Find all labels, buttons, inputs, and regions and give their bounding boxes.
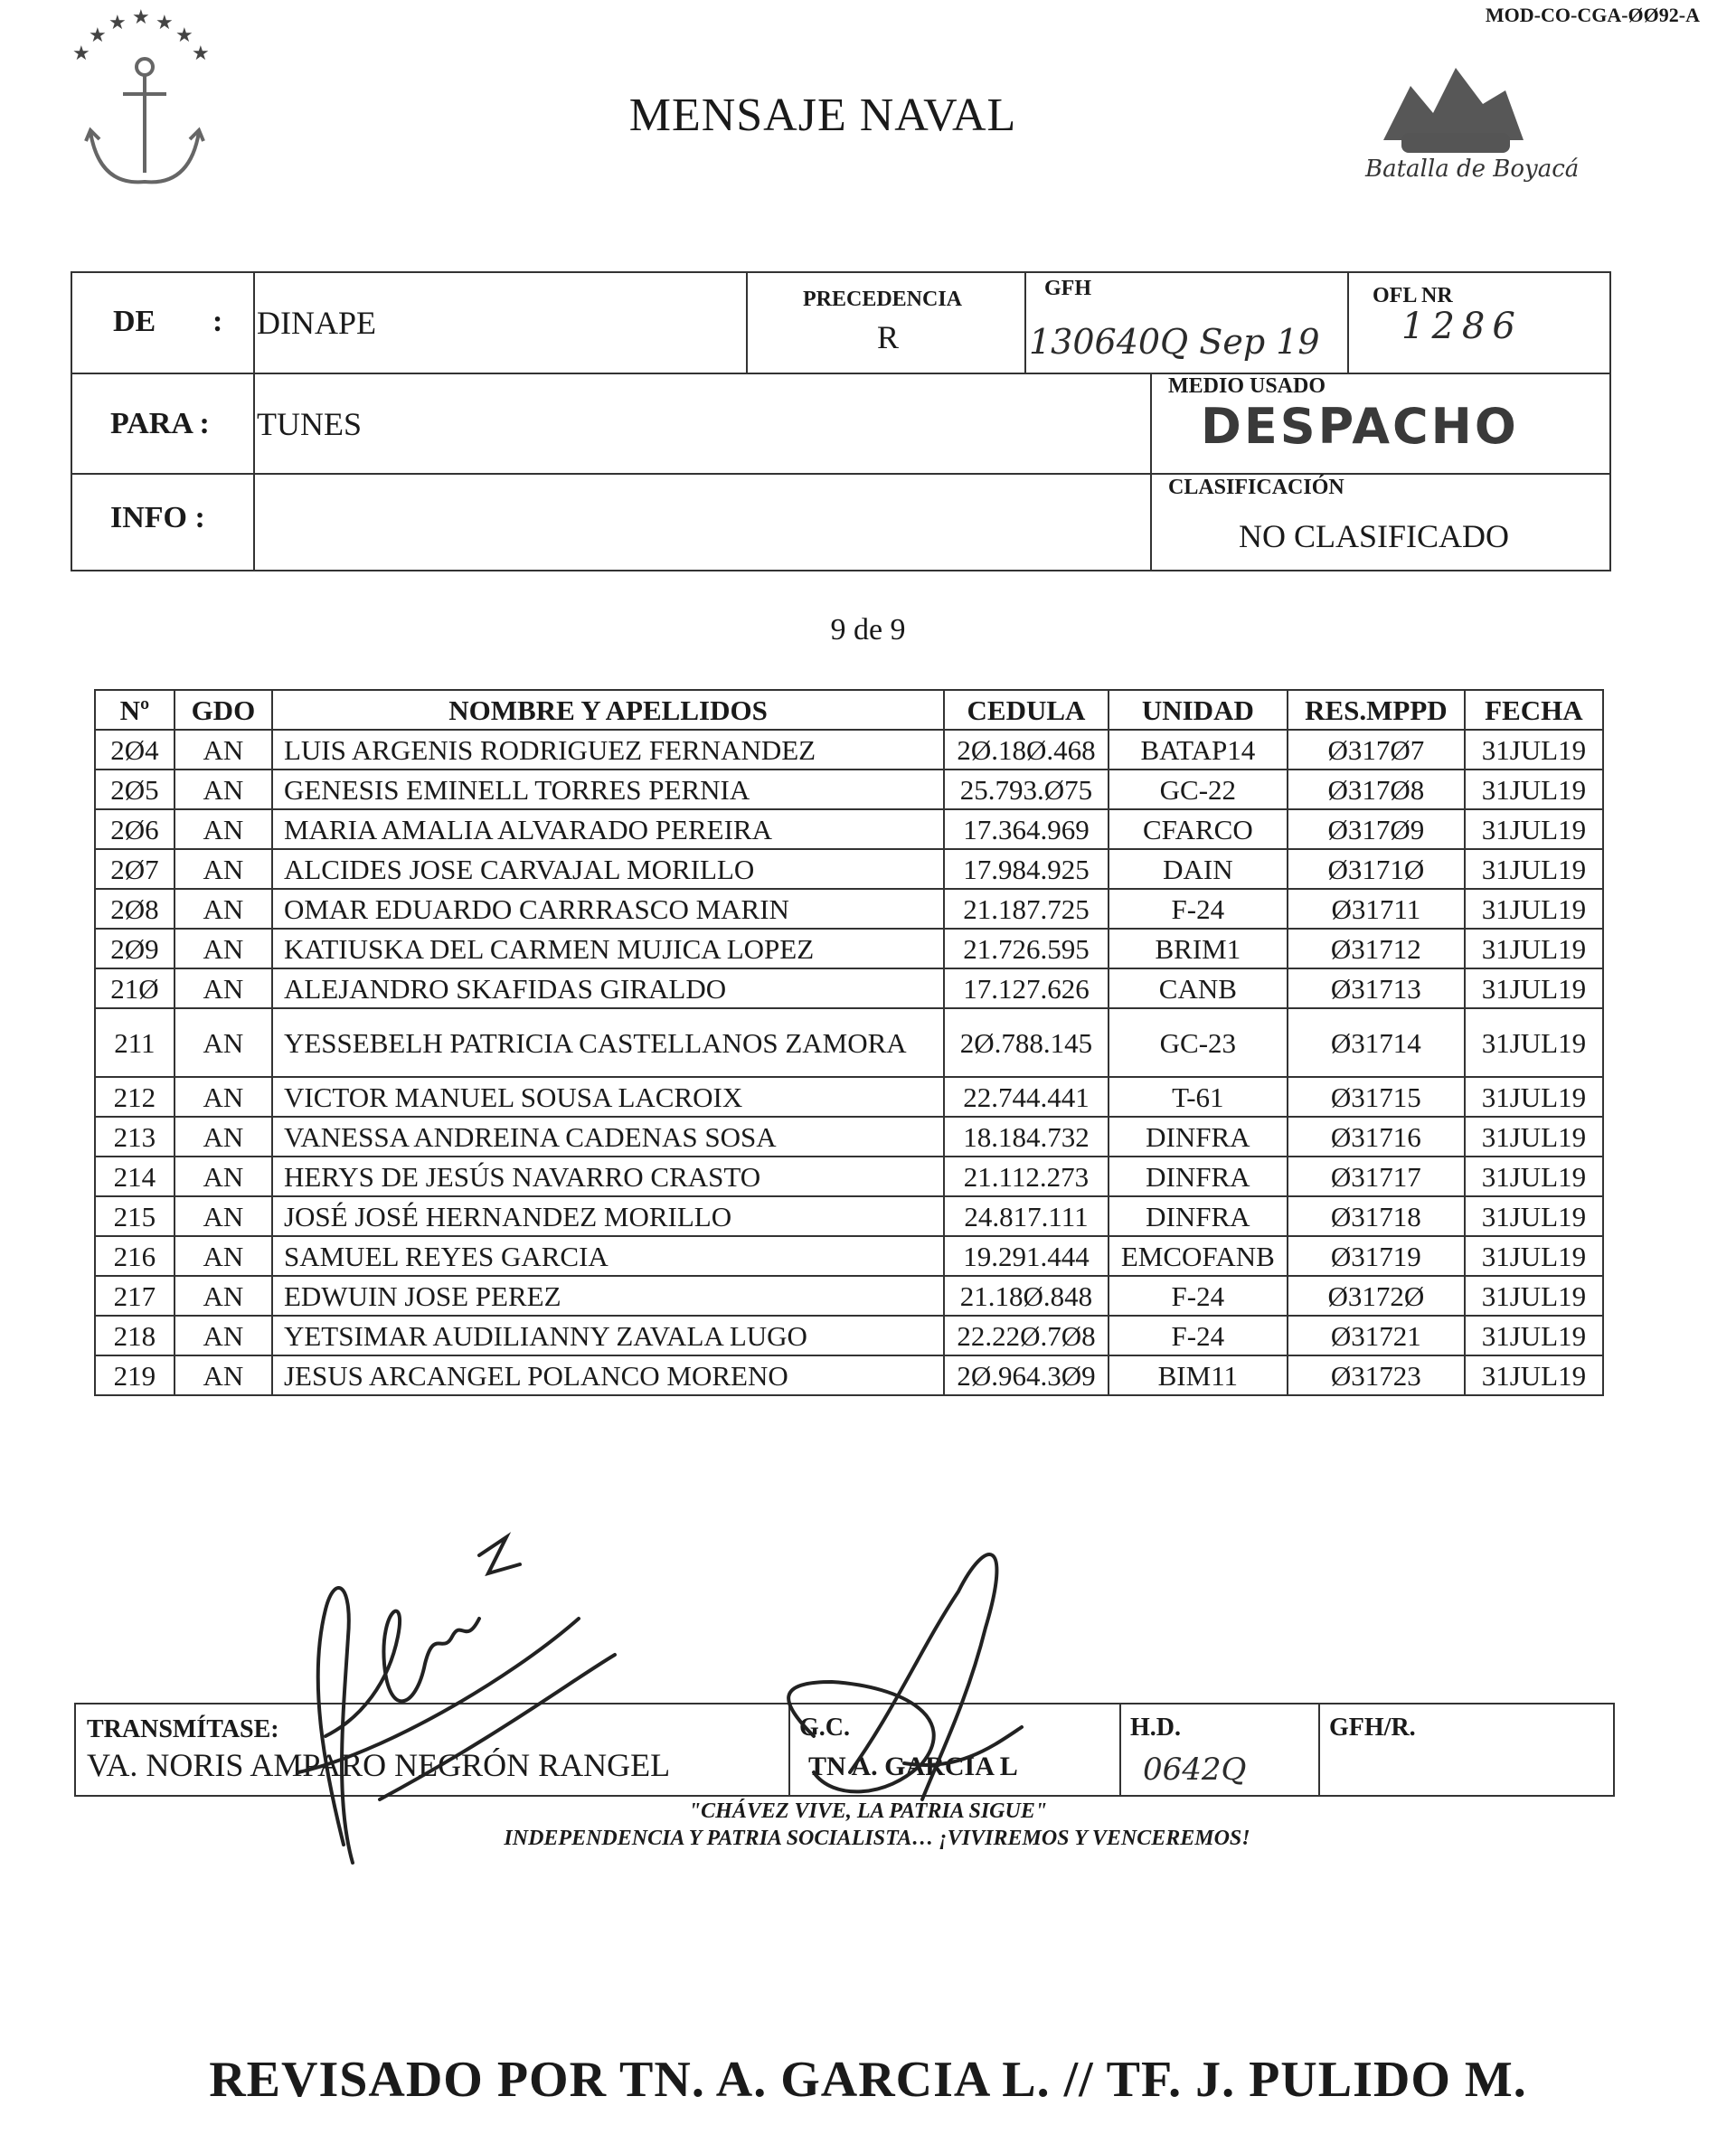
cell-cedula: 2Ø.788.145 — [944, 1008, 1109, 1077]
cell-resolution: Ø3172Ø — [1288, 1276, 1465, 1316]
cell-fecha: 31JUL19 — [1465, 1236, 1603, 1276]
table-row — [95, 1316, 1603, 1355]
cell-grade: AN — [175, 1117, 272, 1157]
col-header-grade: GDO — [175, 690, 272, 730]
cell-number: 2Ø4 — [95, 730, 175, 770]
cell-number: 2Ø5 — [95, 770, 175, 809]
svg-text:★: ★ — [72, 42, 90, 65]
cell-unidad: BIM11 — [1109, 1355, 1288, 1395]
cell-unidad: GC-22 — [1109, 770, 1288, 809]
cell-unidad: DAIN — [1109, 849, 1288, 889]
cell-name: MARIA AMALIA ALVARADO PEREIRA — [272, 809, 944, 849]
cell-grade: AN — [175, 889, 272, 929]
hd-label: H.D. — [1130, 1714, 1181, 1742]
document-title: MENSAJE NAVAL — [628, 90, 1017, 141]
gc-value: TN A. GARCIA L — [808, 1752, 1018, 1781]
cell-resolution: Ø317Ø7 — [1288, 730, 1465, 770]
slogan-line-1: "CHÁVEZ VIVE, LA PATRIA SIGUE" — [688, 1799, 1048, 1823]
table-row — [95, 1117, 1603, 1157]
gfh-value: 130640Q Sep 19 — [1029, 322, 1320, 362]
cell-cedula: 22.22Ø.7Ø8 — [944, 1316, 1109, 1355]
cell-resolution: Ø31711 — [1288, 889, 1465, 929]
cell-resolution: Ø31714 — [1288, 1008, 1465, 1077]
cell-unidad: BATAP14 — [1109, 730, 1288, 770]
cell-grade: AN — [175, 849, 272, 889]
gfh-label: GFH — [1044, 277, 1091, 300]
cell-name: KATIUSKA DEL CARMEN MUJICA LOPEZ — [272, 929, 944, 968]
cell-number: 2Ø7 — [95, 849, 175, 889]
cell-fecha: 31JUL19 — [1465, 1008, 1603, 1077]
precedencia-label: PRECEDENCIA — [803, 288, 963, 311]
info-label: INFO : — [110, 501, 205, 534]
table-row — [95, 1276, 1603, 1316]
precedencia-value: R — [877, 319, 900, 355]
table-row — [95, 770, 1603, 809]
cell-cedula: 17.127.626 — [944, 968, 1109, 1008]
cell-grade: AN — [175, 1077, 272, 1117]
cell-name: ALCIDES JOSE CARVAJAL MORILLO — [272, 849, 944, 889]
emblem-caption: Batalla de Boyacá — [1365, 156, 1580, 183]
handwritten-signatures — [271, 1501, 1175, 1881]
table-row — [95, 1196, 1603, 1236]
col-header-unidad: UNIDAD — [1109, 690, 1288, 730]
message-header-box — [71, 271, 1611, 571]
cell-name: GENESIS EMINELL TORRES PERNIA — [272, 770, 944, 809]
cell-resolution: Ø317Ø9 — [1288, 809, 1465, 849]
cell-number: 2Ø6 — [95, 809, 175, 849]
cell-resolution: Ø31721 — [1288, 1316, 1465, 1355]
cell-number: 216 — [95, 1236, 175, 1276]
cell-cedula: 2Ø.18Ø.468 — [944, 730, 1109, 770]
cell-name: EDWUIN JOSE PEREZ — [272, 1276, 944, 1316]
col-header-number: Nº — [95, 690, 175, 730]
cell-name: OMAR EDUARDO CARRRASCO MARIN — [272, 889, 944, 929]
cell-number: 2Ø9 — [95, 929, 175, 968]
cell-fecha: 31JUL19 — [1465, 1157, 1603, 1196]
cell-number: 211 — [95, 1008, 175, 1077]
table-row — [95, 929, 1603, 968]
table-row — [95, 1157, 1603, 1196]
cell-resolution: Ø31723 — [1288, 1355, 1465, 1395]
cell-cedula: 18.184.732 — [944, 1117, 1109, 1157]
cell-cedula: 24.817.111 — [944, 1196, 1109, 1236]
cell-name: VANESSA ANDREINA CADENAS SOSA — [272, 1117, 944, 1157]
cell-unidad: F-24 — [1109, 1316, 1288, 1355]
cell-grade: AN — [175, 1316, 272, 1355]
cell-fecha: 31JUL19 — [1465, 929, 1603, 968]
table-row — [95, 1355, 1603, 1395]
cell-unidad: F-24 — [1109, 1276, 1288, 1316]
cell-unidad: GC-23 — [1109, 1008, 1288, 1077]
cell-unidad: DINFRA — [1109, 1196, 1288, 1236]
cell-fecha: 31JUL19 — [1465, 1117, 1603, 1157]
ofl-nr-value: 1286 — [1401, 306, 1523, 347]
svg-text:★: ★ — [192, 42, 210, 65]
svg-text:★: ★ — [108, 12, 127, 34]
svg-text:★: ★ — [132, 6, 150, 29]
cell-cedula: 19.291.444 — [944, 1236, 1109, 1276]
clasificacion-value: NO CLASIFICADO — [1239, 518, 1510, 554]
col-header-cedula: CEDULA — [944, 690, 1109, 730]
cell-name: YETSIMAR AUDILIANNY ZAVALA LUGO — [272, 1316, 944, 1355]
cell-name: HERYS DE JESÚS NAVARRO CRASTO — [272, 1157, 944, 1196]
cell-resolution: Ø31718 — [1288, 1196, 1465, 1236]
cell-fecha: 31JUL19 — [1465, 730, 1603, 770]
cell-cedula: 2Ø.964.3Ø9 — [944, 1355, 1109, 1395]
cell-resolution: Ø31713 — [1288, 968, 1465, 1008]
cell-name: YESSEBELH PATRICIA CASTELLANOS ZAMORA — [272, 1008, 944, 1077]
cell-unidad: EMCOFANB — [1109, 1236, 1288, 1276]
col-header-fecha: FECHA — [1465, 690, 1603, 730]
form-code: MOD-CO-CGA-ØØ92-A — [1485, 4, 1700, 26]
cell-grade: AN — [175, 1355, 272, 1395]
cell-cedula: 21.187.725 — [944, 889, 1109, 929]
cell-name: JOSÉ JOSÉ HERNANDEZ MORILLO — [272, 1196, 944, 1236]
de-label: DE — [113, 305, 156, 338]
cell-unidad: CANB — [1109, 968, 1288, 1008]
cell-name: SAMUEL REYES GARCIA — [272, 1236, 944, 1276]
cell-resolution: Ø31716 — [1288, 1117, 1465, 1157]
cell-resolution: Ø31715 — [1288, 1077, 1465, 1117]
ofl-nr-label: OFL NR — [1373, 284, 1453, 307]
para-label: PARA : — [110, 407, 210, 440]
cell-fecha: 31JUL19 — [1465, 1316, 1603, 1355]
cell-unidad: CFARCO — [1109, 809, 1288, 849]
batalla-de-boyaca-emblem-icon — [1347, 50, 1580, 199]
gfh-r-label: GFH/R. — [1329, 1714, 1416, 1742]
col-header-resolution: RES.MPPD — [1288, 690, 1465, 730]
despacho-stamp: DESPACHO — [1201, 398, 1519, 455]
cell-grade: AN — [175, 1008, 272, 1077]
cell-number: 219 — [95, 1355, 175, 1395]
cell-fecha: 31JUL19 — [1465, 770, 1603, 809]
cell-fecha: 31JUL19 — [1465, 849, 1603, 889]
cell-cedula: 25.793.Ø75 — [944, 770, 1109, 809]
table-row — [95, 730, 1603, 770]
table-row — [95, 968, 1603, 1008]
cell-name: ALEJANDRO SKAFIDAS GIRALDO — [272, 968, 944, 1008]
cell-cedula: 21.112.273 — [944, 1157, 1109, 1196]
cell-number: 2Ø8 — [95, 889, 175, 929]
cell-number: 217 — [95, 1276, 175, 1316]
cell-cedula: 22.744.441 — [944, 1077, 1109, 1117]
cell-grade: AN — [175, 1276, 272, 1316]
table-row — [95, 889, 1603, 929]
cell-grade: AN — [175, 730, 272, 770]
cell-number: 214 — [95, 1157, 175, 1196]
cell-name: VICTOR MANUEL SOUSA LACROIX — [272, 1077, 944, 1117]
medio-usado-label: MEDIO USADO — [1168, 374, 1326, 398]
naval-anchor-emblem-icon — [63, 5, 226, 195]
cell-grade: AN — [175, 1157, 272, 1196]
table-row — [95, 1008, 1603, 1077]
svg-text:★: ★ — [156, 12, 174, 34]
cell-fecha: 31JUL19 — [1465, 1196, 1603, 1236]
cell-fecha: 31JUL19 — [1465, 809, 1603, 849]
cell-resolution: Ø3171Ø — [1288, 849, 1465, 889]
svg-text:★: ★ — [175, 24, 193, 47]
table-row — [95, 1236, 1603, 1276]
transmitase-value: VA. NORIS AMPARO NEGRÓN RANGEL — [87, 1747, 671, 1783]
cell-number: 21Ø — [95, 968, 175, 1008]
gc-label: G.C. — [799, 1714, 850, 1742]
cell-number: 215 — [95, 1196, 175, 1236]
cell-grade: AN — [175, 770, 272, 809]
table-row — [95, 809, 1603, 849]
cell-resolution: Ø31712 — [1288, 929, 1465, 968]
hd-value: 0642Q — [1143, 1752, 1247, 1788]
cell-name: LUIS ARGENIS RODRIGUEZ FERNANDEZ — [272, 730, 944, 770]
cell-unidad: BRIM1 — [1109, 929, 1288, 968]
cell-fecha: 31JUL19 — [1465, 889, 1603, 929]
cell-fecha: 31JUL19 — [1465, 968, 1603, 1008]
cell-unidad: T-61 — [1109, 1077, 1288, 1117]
cell-grade: AN — [175, 968, 272, 1008]
cell-cedula: 17.364.969 — [944, 809, 1109, 849]
cell-resolution: Ø31719 — [1288, 1236, 1465, 1276]
clasificacion-label: CLASIFICACIÓN — [1168, 476, 1344, 499]
de-colon: : — [212, 305, 223, 338]
cell-grade: AN — [175, 1236, 272, 1276]
de-value: DINAPE — [257, 305, 376, 341]
cell-grade: AN — [175, 809, 272, 849]
slogan-line-2: INDEPENDENCIA Y PATRIA SOCIALISTA… ¡VIVIREMOS Y VENCEREMOS! — [504, 1827, 1250, 1850]
cell-resolution: Ø317Ø8 — [1288, 770, 1465, 809]
transmitase-label: TRANSMÍTASE: — [87, 1715, 279, 1743]
reviewed-by-line: REVISADO POR TN. A. GARCIA L. // TF. J. PULIDO M. — [209, 2052, 1527, 2108]
cell-number: 218 — [95, 1316, 175, 1355]
col-header-name: NOMBRE Y APELLIDOS — [272, 690, 944, 730]
cell-grade: AN — [175, 1196, 272, 1236]
cell-unidad: DINFRA — [1109, 1117, 1288, 1157]
cell-grade: AN — [175, 929, 272, 968]
cell-unidad: DINFRA — [1109, 1157, 1288, 1196]
cell-fecha: 31JUL19 — [1465, 1276, 1603, 1316]
cell-unidad: F-24 — [1109, 889, 1288, 929]
cell-name: JESUS ARCANGEL POLANCO MORENO — [272, 1355, 944, 1395]
svg-text:★: ★ — [89, 24, 107, 47]
cell-number: 213 — [95, 1117, 175, 1157]
cell-number: 212 — [95, 1077, 175, 1117]
cell-fecha: 31JUL19 — [1465, 1355, 1603, 1395]
table-header-row — [95, 690, 1603, 730]
cell-resolution: Ø31717 — [1288, 1157, 1465, 1196]
cell-cedula: 17.984.925 — [944, 849, 1109, 889]
cell-cedula: 21.18Ø.848 — [944, 1276, 1109, 1316]
cell-cedula: 21.726.595 — [944, 929, 1109, 968]
table-row — [95, 1077, 1603, 1117]
table-row — [95, 849, 1603, 889]
cell-fecha: 31JUL19 — [1465, 1077, 1603, 1117]
para-value: TUNES — [257, 406, 362, 442]
page-indicator: 9 de 9 — [830, 613, 906, 647]
personnel-table — [94, 689, 1604, 1396]
